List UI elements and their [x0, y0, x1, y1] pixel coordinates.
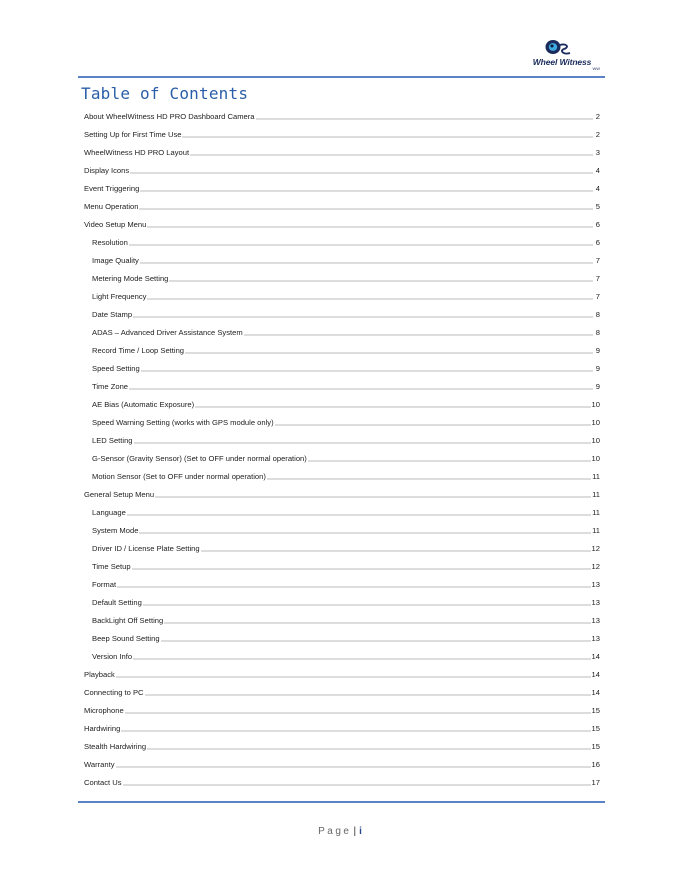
- toc-entry-label[interactable]: Menu Operation: [84, 201, 139, 211]
- table-of-contents: [84, 107, 600, 791]
- toc-entry-page[interactable]: 7: [595, 255, 600, 265]
- toc-dot-leader: [244, 329, 593, 336]
- brand-logo: [522, 37, 602, 73]
- toc-entry[interactable]: [84, 143, 600, 161]
- toc-entry-page[interactable]: 14: [591, 651, 600, 661]
- toc-entry-page[interactable]: 6: [595, 237, 600, 247]
- toc-entry-page[interactable]: 5: [595, 201, 600, 211]
- toc-dot-leader: [127, 509, 591, 516]
- toc-entry-page[interactable]: 12: [591, 561, 600, 571]
- toc-entry-label[interactable]: Microphone: [84, 705, 124, 715]
- logo-text: Wheel Witness: [532, 57, 592, 67]
- toc-entry[interactable]: [84, 629, 600, 647]
- toc-dot-leader: [195, 401, 590, 408]
- toc-entry[interactable]: [84, 773, 600, 791]
- toc-entry-label[interactable]: Stealth Hardwiring: [84, 741, 147, 751]
- toc-entry-page[interactable]: 3: [595, 147, 600, 157]
- page-footer: [0, 826, 680, 837]
- toc-entry-page[interactable]: 12: [591, 543, 600, 553]
- toc-entry-page[interactable]: 8: [595, 309, 600, 319]
- toc-entry-label[interactable]: Display Icons: [84, 165, 130, 175]
- toc-entry-label[interactable]: LED Setting: [92, 435, 133, 445]
- toc-dot-leader: [134, 437, 591, 444]
- toc-dot-leader: [116, 761, 591, 768]
- toc-entry-label[interactable]: Resolution: [92, 237, 128, 247]
- toc-dot-leader: [275, 419, 591, 426]
- toc-entry[interactable]: [84, 701, 600, 719]
- toc-entry-label[interactable]: Default Setting: [92, 597, 142, 607]
- toc-entry-label[interactable]: Language: [92, 507, 126, 517]
- footer-page-number: i: [359, 826, 362, 837]
- toc-dot-leader: [145, 689, 591, 696]
- toc-entry[interactable]: [84, 593, 600, 611]
- toc-entry[interactable]: [84, 287, 600, 305]
- toc-dot-leader: [141, 365, 593, 372]
- toc-entry-label[interactable]: Video Setup Menu: [84, 219, 147, 229]
- toc-entry-label[interactable]: Time Setup: [92, 561, 131, 571]
- toc-dot-leader: [139, 203, 593, 210]
- toc-entry[interactable]: [84, 269, 600, 287]
- toc-entry-page[interactable]: 10: [591, 417, 600, 427]
- toc-entry-page[interactable]: 10: [591, 435, 600, 445]
- toc-dot-leader: [147, 221, 593, 228]
- toc-entry-label[interactable]: Format: [92, 579, 117, 589]
- toc-entry[interactable]: [84, 683, 600, 701]
- toc-entry[interactable]: [84, 431, 600, 449]
- toc-entry-label[interactable]: Metering Mode Setting: [92, 273, 169, 283]
- toc-dot-leader: [129, 239, 593, 246]
- toc-entry-page[interactable]: 13: [591, 579, 600, 589]
- toc-entry[interactable]: [84, 377, 600, 395]
- toc-entry-label[interactable]: Setting Up for First Time Use: [84, 129, 182, 139]
- toc-entry[interactable]: [84, 305, 600, 323]
- toc-entry[interactable]: [84, 575, 600, 593]
- toc-entry[interactable]: [84, 521, 600, 539]
- toc-entry-label[interactable]: System Mode: [92, 525, 139, 535]
- toc-entry[interactable]: [84, 557, 600, 575]
- toc-entry[interactable]: [84, 161, 600, 179]
- toc-entry[interactable]: [84, 449, 600, 467]
- toc-entry[interactable]: [84, 467, 600, 485]
- toc-entry-page[interactable]: 2: [595, 111, 600, 121]
- logo-emblem-icon: [522, 37, 602, 59]
- toc-entry[interactable]: [84, 251, 600, 269]
- toc-entry-label[interactable]: Warranty: [84, 759, 115, 769]
- toc-entry-page[interactable]: 10: [591, 399, 600, 409]
- toc-dot-leader: [143, 599, 591, 606]
- toc-dot-leader: [182, 131, 593, 138]
- toc-entry-label[interactable]: About WheelWitness HD PRO Dashboard Camera: [84, 111, 255, 121]
- toc-entry[interactable]: [84, 323, 600, 341]
- toc-entry-page[interactable]: 11: [592, 507, 600, 517]
- toc-entry-label[interactable]: Beep Sound Setting: [92, 633, 160, 643]
- toc-entry-label[interactable]: AE Bias (Automatic Exposure): [92, 399, 195, 409]
- toc-dot-leader: [161, 635, 591, 642]
- toc-dot-leader: [125, 707, 591, 714]
- toc-dot-leader: [116, 671, 591, 678]
- toc-dot-leader: [147, 743, 591, 750]
- toc-entry-page[interactable]: 14: [591, 669, 600, 679]
- toc-dot-leader: [164, 617, 590, 624]
- toc-entry-page[interactable]: 4: [595, 165, 600, 175]
- toc-entry-label[interactable]: Speed Setting: [92, 363, 140, 373]
- footer-rule: [78, 801, 605, 803]
- toc-entry-label[interactable]: Version Info: [92, 651, 133, 661]
- footer-page-word: Page: [318, 826, 352, 837]
- toc-dot-leader: [133, 311, 593, 318]
- logo-subtext: WW: [592, 66, 600, 71]
- toc-entry[interactable]: [84, 503, 600, 521]
- toc-dot-leader: [256, 113, 593, 120]
- toc-dot-leader: [201, 545, 591, 552]
- toc-entry-label[interactable]: General Setup Menu: [84, 489, 155, 499]
- toc-entry-page[interactable]: 6: [595, 219, 600, 229]
- toc-entry[interactable]: [84, 233, 600, 251]
- toc-entry-label[interactable]: Driver ID / License Plate Setting: [92, 543, 200, 553]
- toc-entry-page[interactable]: 9: [595, 381, 600, 391]
- toc-entry-page[interactable]: 14: [591, 687, 600, 697]
- toc-dot-leader: [308, 455, 591, 462]
- toc-entry-page[interactable]: 13: [591, 615, 600, 625]
- toc-dot-leader: [140, 185, 593, 192]
- page-title: Table of Contents: [81, 84, 249, 103]
- toc-entry-page[interactable]: 7: [595, 273, 600, 283]
- toc-entry[interactable]: [84, 215, 600, 233]
- toc-entry[interactable]: [84, 647, 600, 665]
- toc-entry-page[interactable]: 15: [591, 723, 600, 733]
- toc-entry-label[interactable]: BackLight Off Setting: [92, 615, 164, 625]
- toc-dot-leader: [140, 257, 593, 264]
- toc-entry-label[interactable]: Light Frequency: [92, 291, 147, 301]
- toc-entry-page[interactable]: 13: [591, 633, 600, 643]
- toc-entry[interactable]: [84, 485, 600, 503]
- toc-entry[interactable]: [84, 737, 600, 755]
- toc-dot-leader: [129, 383, 593, 390]
- toc-entry[interactable]: [84, 755, 600, 773]
- toc-entry-label[interactable]: Playback: [84, 669, 115, 679]
- footer-separator: |: [353, 826, 357, 837]
- toc-entry-label[interactable]: Event Triggering: [84, 183, 140, 193]
- toc-dot-leader: [139, 527, 591, 534]
- toc-entry-label[interactable]: Hardwiring: [84, 723, 121, 733]
- toc-entry-page[interactable]: 11: [592, 471, 600, 481]
- toc-dot-leader: [185, 347, 593, 354]
- header-rule: [78, 76, 605, 78]
- toc-dot-leader: [147, 293, 593, 300]
- toc-entry-page[interactable]: 15: [591, 705, 600, 715]
- toc-entry-label[interactable]: Date Stamp: [92, 309, 133, 319]
- toc-entry[interactable]: [84, 665, 600, 683]
- toc-entry-page[interactable]: 16: [591, 759, 600, 769]
- toc-entry[interactable]: [84, 539, 600, 557]
- toc-entry-page[interactable]: 17: [591, 777, 600, 787]
- toc-dot-leader: [130, 167, 593, 174]
- toc-entry-label[interactable]: Speed Warning Setting (works with GPS module only): [92, 417, 274, 427]
- toc-entry-page[interactable]: 7: [595, 291, 600, 301]
- toc-dot-leader: [121, 725, 590, 732]
- toc-entry-label[interactable]: Record Time / Loop Setting: [92, 345, 185, 355]
- toc-entry-page[interactable]: 15: [591, 741, 600, 751]
- toc-entry-page[interactable]: 9: [595, 345, 600, 355]
- toc-entry-page[interactable]: 13: [591, 597, 600, 607]
- toc-entry[interactable]: [84, 359, 600, 377]
- toc-entry[interactable]: [84, 179, 600, 197]
- toc-entry-page[interactable]: 11: [592, 525, 600, 535]
- toc-entry-page[interactable]: 9: [595, 363, 600, 373]
- toc-dot-leader: [155, 491, 591, 498]
- toc-dot-leader: [117, 581, 590, 588]
- toc-entry[interactable]: [84, 125, 600, 143]
- toc-entry-label[interactable]: Contact Us: [84, 777, 122, 787]
- toc-entry[interactable]: [84, 719, 600, 737]
- toc-dot-leader: [123, 779, 591, 786]
- toc-entry-page[interactable]: 2: [595, 129, 600, 139]
- toc-dot-leader: [169, 275, 593, 282]
- toc-entry-label[interactable]: WheelWitness HD PRO Layout: [84, 147, 190, 157]
- toc-entry-page[interactable]: 4: [595, 183, 600, 193]
- toc-entry[interactable]: [84, 413, 600, 431]
- toc-entry[interactable]: [84, 395, 600, 413]
- toc-entry[interactable]: [84, 611, 600, 629]
- toc-entry-label[interactable]: Time Zone: [92, 381, 129, 391]
- toc-dot-leader: [190, 149, 593, 156]
- toc-entry-label[interactable]: Connecting to PC: [84, 687, 144, 697]
- toc-entry-page[interactable]: 11: [592, 489, 600, 499]
- toc-entry[interactable]: [84, 197, 600, 215]
- toc-entry-label[interactable]: Image Quality: [92, 255, 139, 265]
- toc-entry-page[interactable]: 8: [595, 327, 600, 337]
- toc-dot-leader: [132, 563, 591, 570]
- toc-entry[interactable]: [84, 341, 600, 359]
- toc-entry-label[interactable]: Motion Sensor (Set to OFF under normal operation): [92, 471, 266, 481]
- toc-dot-leader: [267, 473, 591, 480]
- toc-entry-label[interactable]: ADAS – Advanced Driver Assistance System: [92, 327, 243, 337]
- toc-dot-leader: [133, 653, 590, 660]
- toc-entry[interactable]: [84, 107, 600, 125]
- toc-entry-label[interactable]: G-Sensor (Gravity Sensor) (Set to OFF under normal operation): [92, 453, 307, 463]
- toc-entry-page[interactable]: 10: [591, 453, 600, 463]
